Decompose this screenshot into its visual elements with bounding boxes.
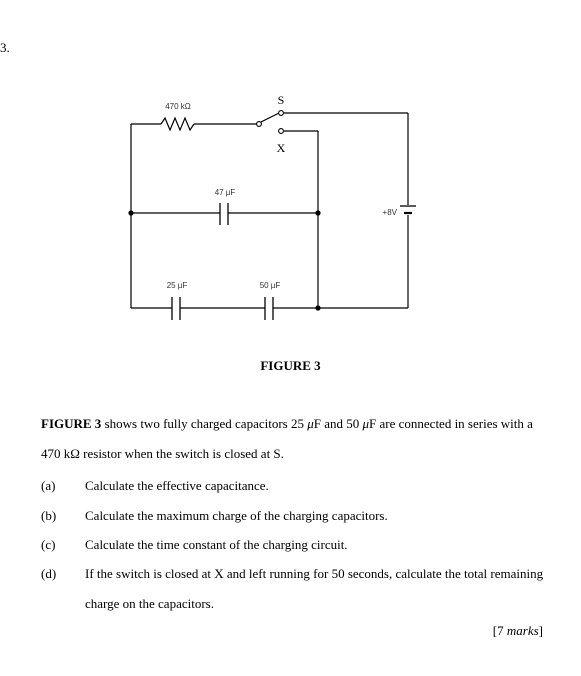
intro-text-1: shows two fully charged capacitors 25 xyxy=(101,416,308,431)
part-b-text: Calculate the maximum charge of the charging capacitors. xyxy=(85,508,388,523)
capacitor-50uF xyxy=(265,297,273,320)
marks-close: ] xyxy=(538,623,543,638)
junction-left-mid xyxy=(128,210,133,215)
part-d-text: If the switch is closed at X and left running for 50 seconds, calculate the total remaining charge on the capacitors. xyxy=(85,566,544,611)
part-b-letter: (b) xyxy=(41,508,57,523)
part-a-text: Calculate the effective capacitance. xyxy=(85,478,269,493)
junction-bottom-right xyxy=(315,305,320,310)
question-intro xyxy=(41,409,551,469)
figure-reference: FIGURE 3 xyxy=(41,416,102,431)
marks-label xyxy=(493,623,543,639)
cap-47-label: 47 µF xyxy=(214,188,236,197)
cap-50-label: 50 µF xyxy=(259,281,281,290)
switch-s-label: S xyxy=(277,93,285,107)
capacitor-47uF xyxy=(220,203,228,225)
part-c-letter: (c) xyxy=(41,537,56,552)
intro-text-2: F and 50 xyxy=(313,416,363,431)
switch-terminal-s xyxy=(279,111,284,116)
junction-right-mid xyxy=(315,210,320,215)
part-a-letter: (a) xyxy=(41,478,56,493)
switch-terminal-x xyxy=(279,129,284,134)
mu-symbol-1: μ xyxy=(307,416,314,431)
marks-word: marks xyxy=(506,623,539,638)
question-number: 3. xyxy=(0,40,10,55)
switch-pivot xyxy=(257,122,262,127)
cap-25-label: 25 µF xyxy=(166,281,188,290)
resistor-symbol xyxy=(161,118,194,130)
battery-symbol xyxy=(400,206,416,213)
marks-open: [7 xyxy=(492,623,507,638)
part-c-text: Calculate the time constant of the charging circuit. xyxy=(85,537,348,552)
switch-x-label: X xyxy=(276,141,286,155)
resistor-label: 470 kΩ xyxy=(165,102,191,111)
intro-text-3: F are connected in series with a 470 kΩ resistor when the switch is closed at S. xyxy=(41,416,533,461)
part-d-letter: (d) xyxy=(41,566,57,581)
mu-symbol-2: μ xyxy=(362,416,370,431)
capacitor-25uF xyxy=(172,297,180,320)
figure-caption: FIGURE 3 xyxy=(260,358,321,373)
battery-label: +8V xyxy=(382,208,397,217)
switch-blade xyxy=(261,113,279,122)
